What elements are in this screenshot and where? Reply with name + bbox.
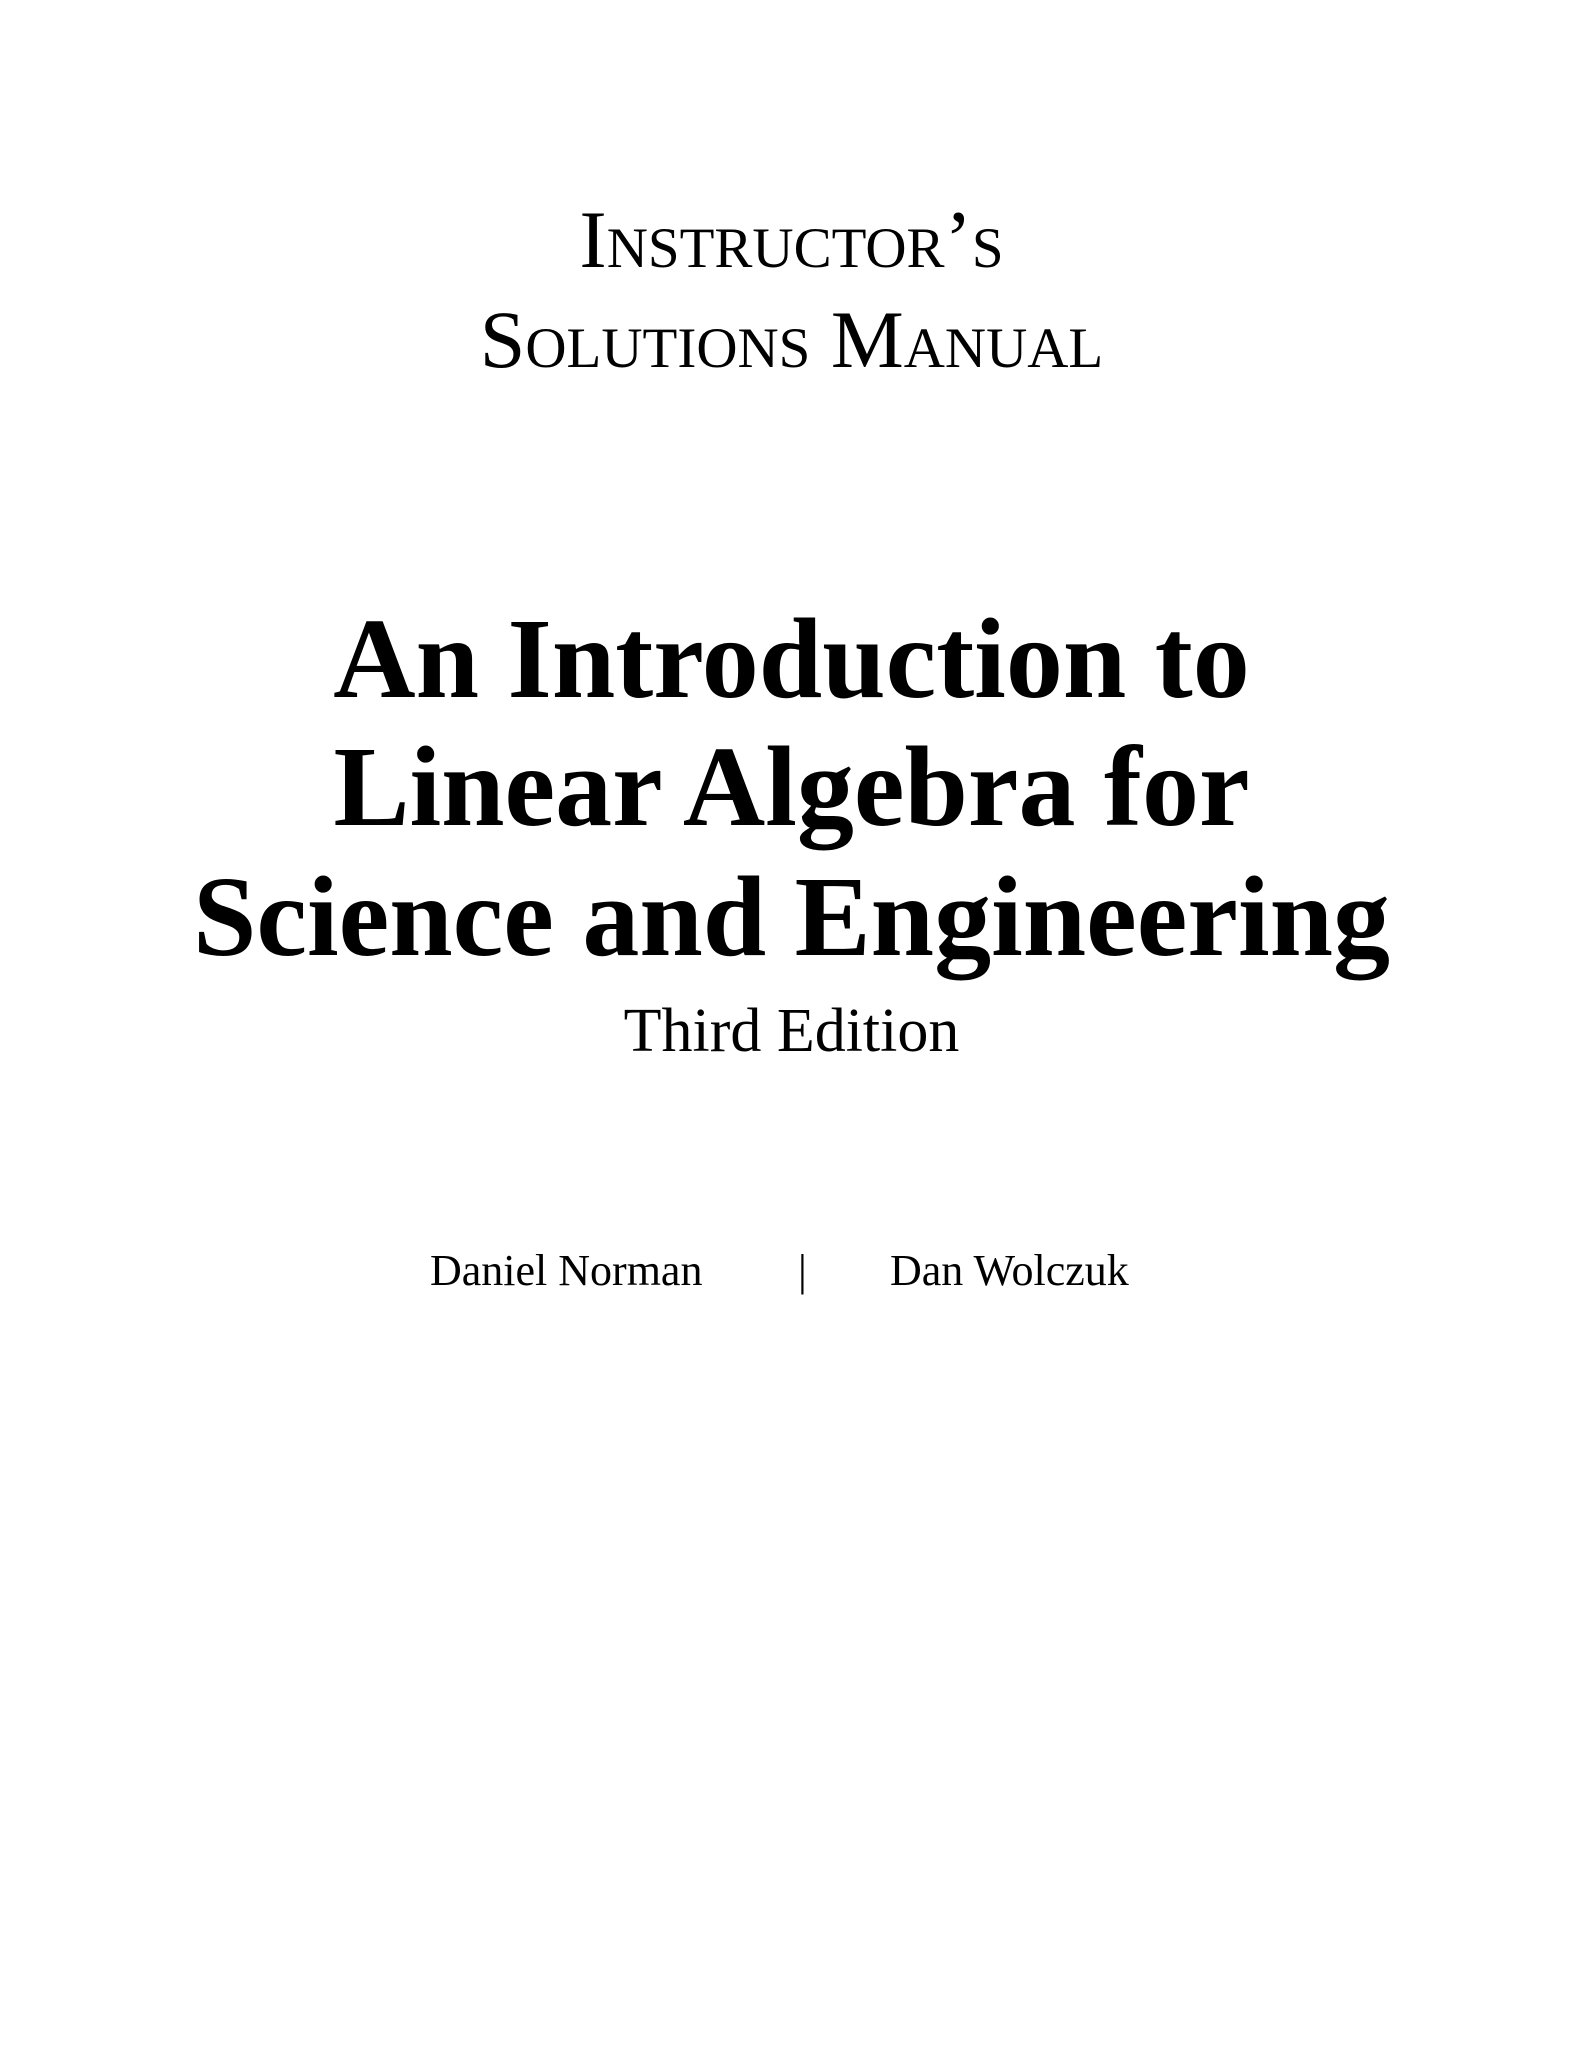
book-title-line-1: An Introduction to <box>333 595 1250 722</box>
author-daniel-norman: Daniel Norman <box>430 1246 703 1295</box>
manual-title-line-2: Solutions Manual <box>479 294 1104 385</box>
book-title-line-3: Science and Engineering <box>192 853 1391 980</box>
book-title-line-2: Linear Algebra for <box>333 723 1250 850</box>
author-dan-wolczuk: Dan Wolczuk <box>890 1246 1129 1295</box>
manual-title-line-1: Instructor’s <box>579 194 1004 285</box>
author-separator: | <box>798 1246 807 1295</box>
edition-label: Third Edition <box>623 997 960 1065</box>
